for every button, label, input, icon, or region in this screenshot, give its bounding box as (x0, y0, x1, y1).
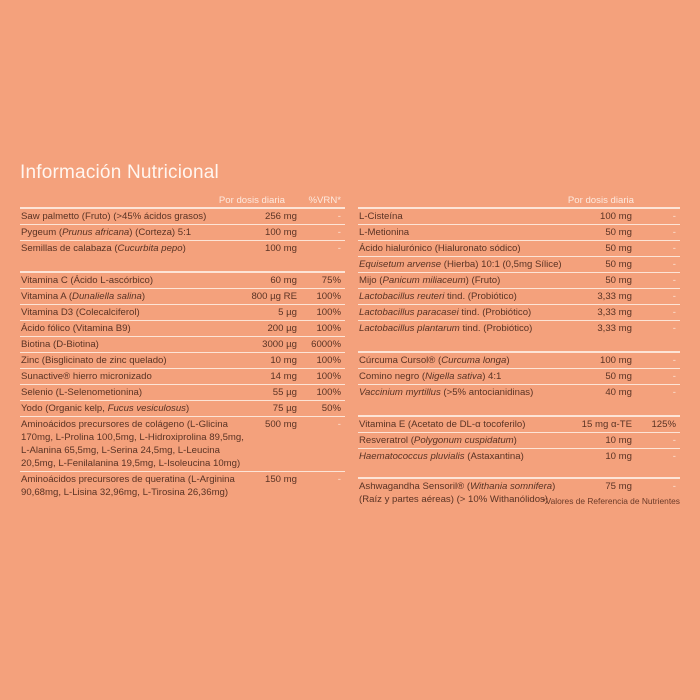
amount-per-dose: 10 mg (270, 355, 297, 366)
nutrient-latin-name: Lactobacillus paracasei (359, 307, 459, 318)
amount-per-dose: 100 mg (265, 227, 297, 238)
left-table-header (20, 194, 345, 207)
table-row (20, 289, 345, 305)
nutrient-latin-name: Lactobacillus plantarum (359, 323, 460, 334)
nutrient-latin-name: Dunaliella salina (72, 291, 142, 302)
nutrient-latin-name: Panicum miliaceum (382, 275, 466, 286)
amount-per-dose: 3,33 mg (597, 291, 632, 302)
vrn-percent: 125% (651, 419, 676, 430)
amount-per-dose: 50 mg (605, 371, 632, 382)
amount-per-dose: 14 mg (270, 371, 297, 382)
vrn-percent: - (672, 481, 676, 492)
amount-per-dose: 15 mg α-TE (581, 419, 632, 430)
nutrient-name: Selenio (L-Selenometionina) (21, 387, 143, 398)
nutrient-name-part: Mijo ( (359, 275, 383, 286)
nutrient-name-part: ) (141, 291, 146, 302)
nutrient-name-part: Comino negro ( (359, 371, 426, 382)
amount-per-dose: 50 mg (605, 259, 632, 270)
nutrient-latin-name: Vaccinium myrtillus (359, 387, 441, 398)
nutrient-name-part: (Hierba) 10:1 (0,5mg Sílice) (441, 259, 562, 270)
nutrient-latin-name: Curcuma longa (441, 355, 507, 366)
nutrient-name-part: ) (513, 435, 517, 446)
nutrient-name-part: ) (185, 403, 190, 414)
amount-per-dose: 100 mg (265, 243, 297, 254)
vrn-percent: 50% (321, 403, 341, 414)
nutrient-name: L-Metionina (359, 227, 410, 238)
nutrient-name-part: Semillas de calabaza ( (21, 243, 118, 254)
vrn-header: %VRN* (308, 195, 341, 206)
amount-per-dose: 150 mg (265, 474, 297, 485)
right-nutrition-table (358, 194, 680, 507)
amount-per-dose: 55 µg (272, 387, 297, 398)
nutrient-name-part: tind. (Probiótico) (444, 291, 517, 302)
vrn-percent: - (672, 211, 676, 222)
nutrient-latin-name: Fucus vesiculosus (107, 403, 186, 414)
vrn-percent: 100% (316, 355, 341, 366)
nutrient-name (359, 258, 574, 271)
nutrient-name (359, 386, 574, 399)
vrn-percent: - (672, 371, 676, 382)
table-section (358, 207, 680, 336)
vrn-percent: 100% (316, 307, 341, 318)
amount-per-dose: 60 mg (270, 275, 297, 286)
vrn-percent: - (337, 243, 341, 254)
nutrient-name: Saw palmetto (Fruto) (>45% ácidos grasos) (21, 211, 207, 222)
table-row (358, 305, 680, 321)
nutrient-name-part: Resveratrol ( (359, 435, 414, 446)
nutrient-name-part: ) 4:1 (482, 371, 502, 382)
nutrient-name: Vitamina E (Acetato de DL-α tocoferilo) (359, 419, 526, 430)
vrn-percent: - (337, 474, 341, 485)
table-row (20, 472, 345, 500)
table-row (358, 417, 680, 433)
nutrient-name-part: ) (506, 355, 510, 366)
table-row (20, 401, 345, 417)
nutrient-name (359, 354, 574, 367)
vrn-percent: 100% (316, 371, 341, 382)
amount-per-dose: 100 mg (600, 355, 632, 366)
nutrient-latin-name: Withania somnifera (470, 481, 553, 492)
table-row (358, 353, 680, 369)
table-row (20, 385, 345, 401)
vrn-percent: 100% (316, 291, 341, 302)
nutrient-name (21, 402, 251, 415)
table-row (20, 241, 345, 256)
nutrient-latin-name: Lactobacillus reuteri (359, 291, 445, 302)
per-dose-header: Por dosis diaria (567, 195, 634, 206)
table-section (20, 207, 345, 256)
amount-per-dose: 10 mg (605, 435, 632, 446)
nutrient-name-part: ) (Corteza) 5:1 (129, 227, 192, 238)
table-row (20, 321, 345, 337)
table-row (20, 273, 345, 289)
amount-per-dose: 3,33 mg (597, 323, 632, 334)
table-row (358, 241, 680, 257)
table-row (20, 353, 345, 369)
table-row (20, 417, 345, 472)
nutrient-name-part: (Astaxantina) (464, 451, 524, 462)
table-row (20, 225, 345, 241)
table-section (358, 415, 680, 464)
vrn-percent: 100% (316, 387, 341, 398)
vrn-percent: - (672, 291, 676, 302)
amount-per-dose: 256 mg (265, 211, 297, 222)
nutrient-name-part: Cúrcuma Cursol® ( (359, 355, 442, 366)
nutrient-name-part: Ashwagandha Sensoril® ( (359, 481, 471, 492)
page-title: Información Nutricional (20, 162, 219, 183)
nutrient-name (359, 290, 574, 303)
nutrient-name: Aminoácidos precursores de colágeno (L-Glicina 170mg, L-Prolina 100,5mg, L-Hidroxiprolina 89,5mg, L-Alanina 65,5mg, L-Serina 24,5mg, L-Leucina 20,5mg, L-Fenilalanina 19,5mg, L-Isoleucina 10mg) (21, 419, 244, 469)
table-row (20, 369, 345, 385)
table-row (20, 209, 345, 225)
vrn-percent: 6000% (311, 339, 341, 350)
nutrient-name (359, 322, 574, 335)
amount-per-dose: 75 mg (605, 481, 632, 492)
vrn-percent: - (672, 275, 676, 286)
nutrient-name-part: ) (Raíz y partes aéreas) (> 10% Withanólidos) (359, 481, 556, 505)
nutrient-latin-name: Prunus africana (62, 227, 130, 238)
vrn-percent: - (337, 419, 341, 430)
nutrient-name: Ácido fólico (Vitamina B9) (21, 323, 131, 334)
vrn-percent: - (672, 387, 676, 398)
table-row (358, 225, 680, 241)
nutrient-name (359, 370, 574, 383)
nutrient-name-part: (>5% antocianidinas) (440, 387, 534, 398)
table-row (20, 305, 345, 321)
nutrient-name: Vitamina C (Ácido L-ascórbico) (21, 275, 154, 286)
vrn-percent: - (337, 227, 341, 238)
nutrient-name (21, 290, 251, 303)
nutrient-name (359, 450, 574, 463)
vrn-percent: - (672, 451, 676, 462)
nutrient-name-part: tind. (Probiótico) (459, 323, 533, 334)
amount-per-dose: 5 µg (278, 307, 297, 318)
amount-per-dose: 500 mg (265, 419, 297, 430)
table-row (358, 369, 680, 385)
nutrient-name: L-Cisteína (359, 211, 403, 222)
amount-per-dose: 800 µg RE (251, 291, 297, 302)
amount-per-dose: 3000 µg (262, 339, 297, 350)
vrn-percent: - (337, 211, 341, 222)
nutrient-name-part: Yodo (Organic kelp, (21, 403, 108, 414)
nutrient-name-part: ) (182, 243, 186, 254)
right-table-header (358, 194, 680, 207)
nutrient-name-part: ) (Fruto) (465, 275, 501, 286)
amount-per-dose: 10 mg (605, 451, 632, 462)
nutrient-latin-name: Haematococcus pluvialis (359, 451, 465, 462)
nutrient-name: Aminoácidos precursores de queratina (L-Arginina 90,68mg, L-Lisina 32,96mg, L-Tirosina 26,36mg) (21, 474, 235, 498)
nutrient-name (359, 434, 574, 447)
nutrient-name (21, 242, 251, 255)
table-row (358, 449, 680, 464)
table-row (358, 289, 680, 305)
nutrient-name: Ácido hialurónico (Hialuronato sódico) (359, 243, 521, 254)
amount-per-dose: 100 mg (600, 211, 632, 222)
nutrient-name: Vitamina D3 (Colecalciferol) (21, 307, 140, 318)
vrn-percent: - (672, 259, 676, 270)
vrn-percent: - (672, 355, 676, 366)
vrn-percent: - (672, 323, 676, 334)
nutrient-name: Biotina (D-Biotina) (21, 339, 99, 350)
amount-per-dose: 50 mg (605, 275, 632, 286)
vrn-percent: - (672, 227, 676, 238)
nutrient-name: Zinc (Bisglicinato de zinc quelado) (21, 355, 167, 366)
table-row (358, 257, 680, 273)
nutrient-name (21, 226, 251, 239)
nutrient-name (359, 306, 574, 319)
nutrient-latin-name: Cucurbita pepo (117, 243, 183, 254)
table-row (358, 385, 680, 400)
table-row (358, 273, 680, 289)
table-section (358, 351, 680, 400)
table-section (20, 271, 345, 500)
per-dose-header: Por dosis diaria (218, 195, 285, 206)
amount-per-dose: 40 mg (605, 387, 632, 398)
vrn-percent: - (672, 435, 676, 446)
amount-per-dose: 50 mg (605, 243, 632, 254)
table-row (358, 433, 680, 449)
footnote: *Valores de Referencia de Nutrientes (542, 496, 680, 506)
nutrient-name-part: Vitamina A ( (21, 291, 73, 302)
vrn-percent: - (672, 243, 676, 254)
nutrient-name-part: Pygeum ( (21, 227, 63, 238)
nutrient-latin-name: Nigella sativa (425, 371, 483, 382)
amount-per-dose: 75 µg (272, 403, 297, 414)
amount-per-dose: 200 µg (267, 323, 297, 334)
nutrient-name (359, 274, 574, 287)
vrn-percent: 100% (316, 323, 341, 334)
nutrient-latin-name: Polygonum cuspidatum (413, 435, 514, 446)
nutrient-name: Sunactive® hierro micronizado (21, 371, 152, 382)
amount-per-dose: 3,33 mg (597, 307, 632, 318)
left-nutrition-table (20, 194, 345, 500)
vrn-percent: 75% (321, 275, 341, 286)
table-row (20, 337, 345, 353)
nutrient-name-part: tind. (Probiótico) (458, 307, 532, 318)
table-row (358, 321, 680, 336)
vrn-percent: - (672, 307, 676, 318)
amount-per-dose: 50 mg (605, 227, 632, 238)
table-row (358, 209, 680, 225)
nutrient-latin-name: Equisetum arvense (359, 259, 442, 270)
